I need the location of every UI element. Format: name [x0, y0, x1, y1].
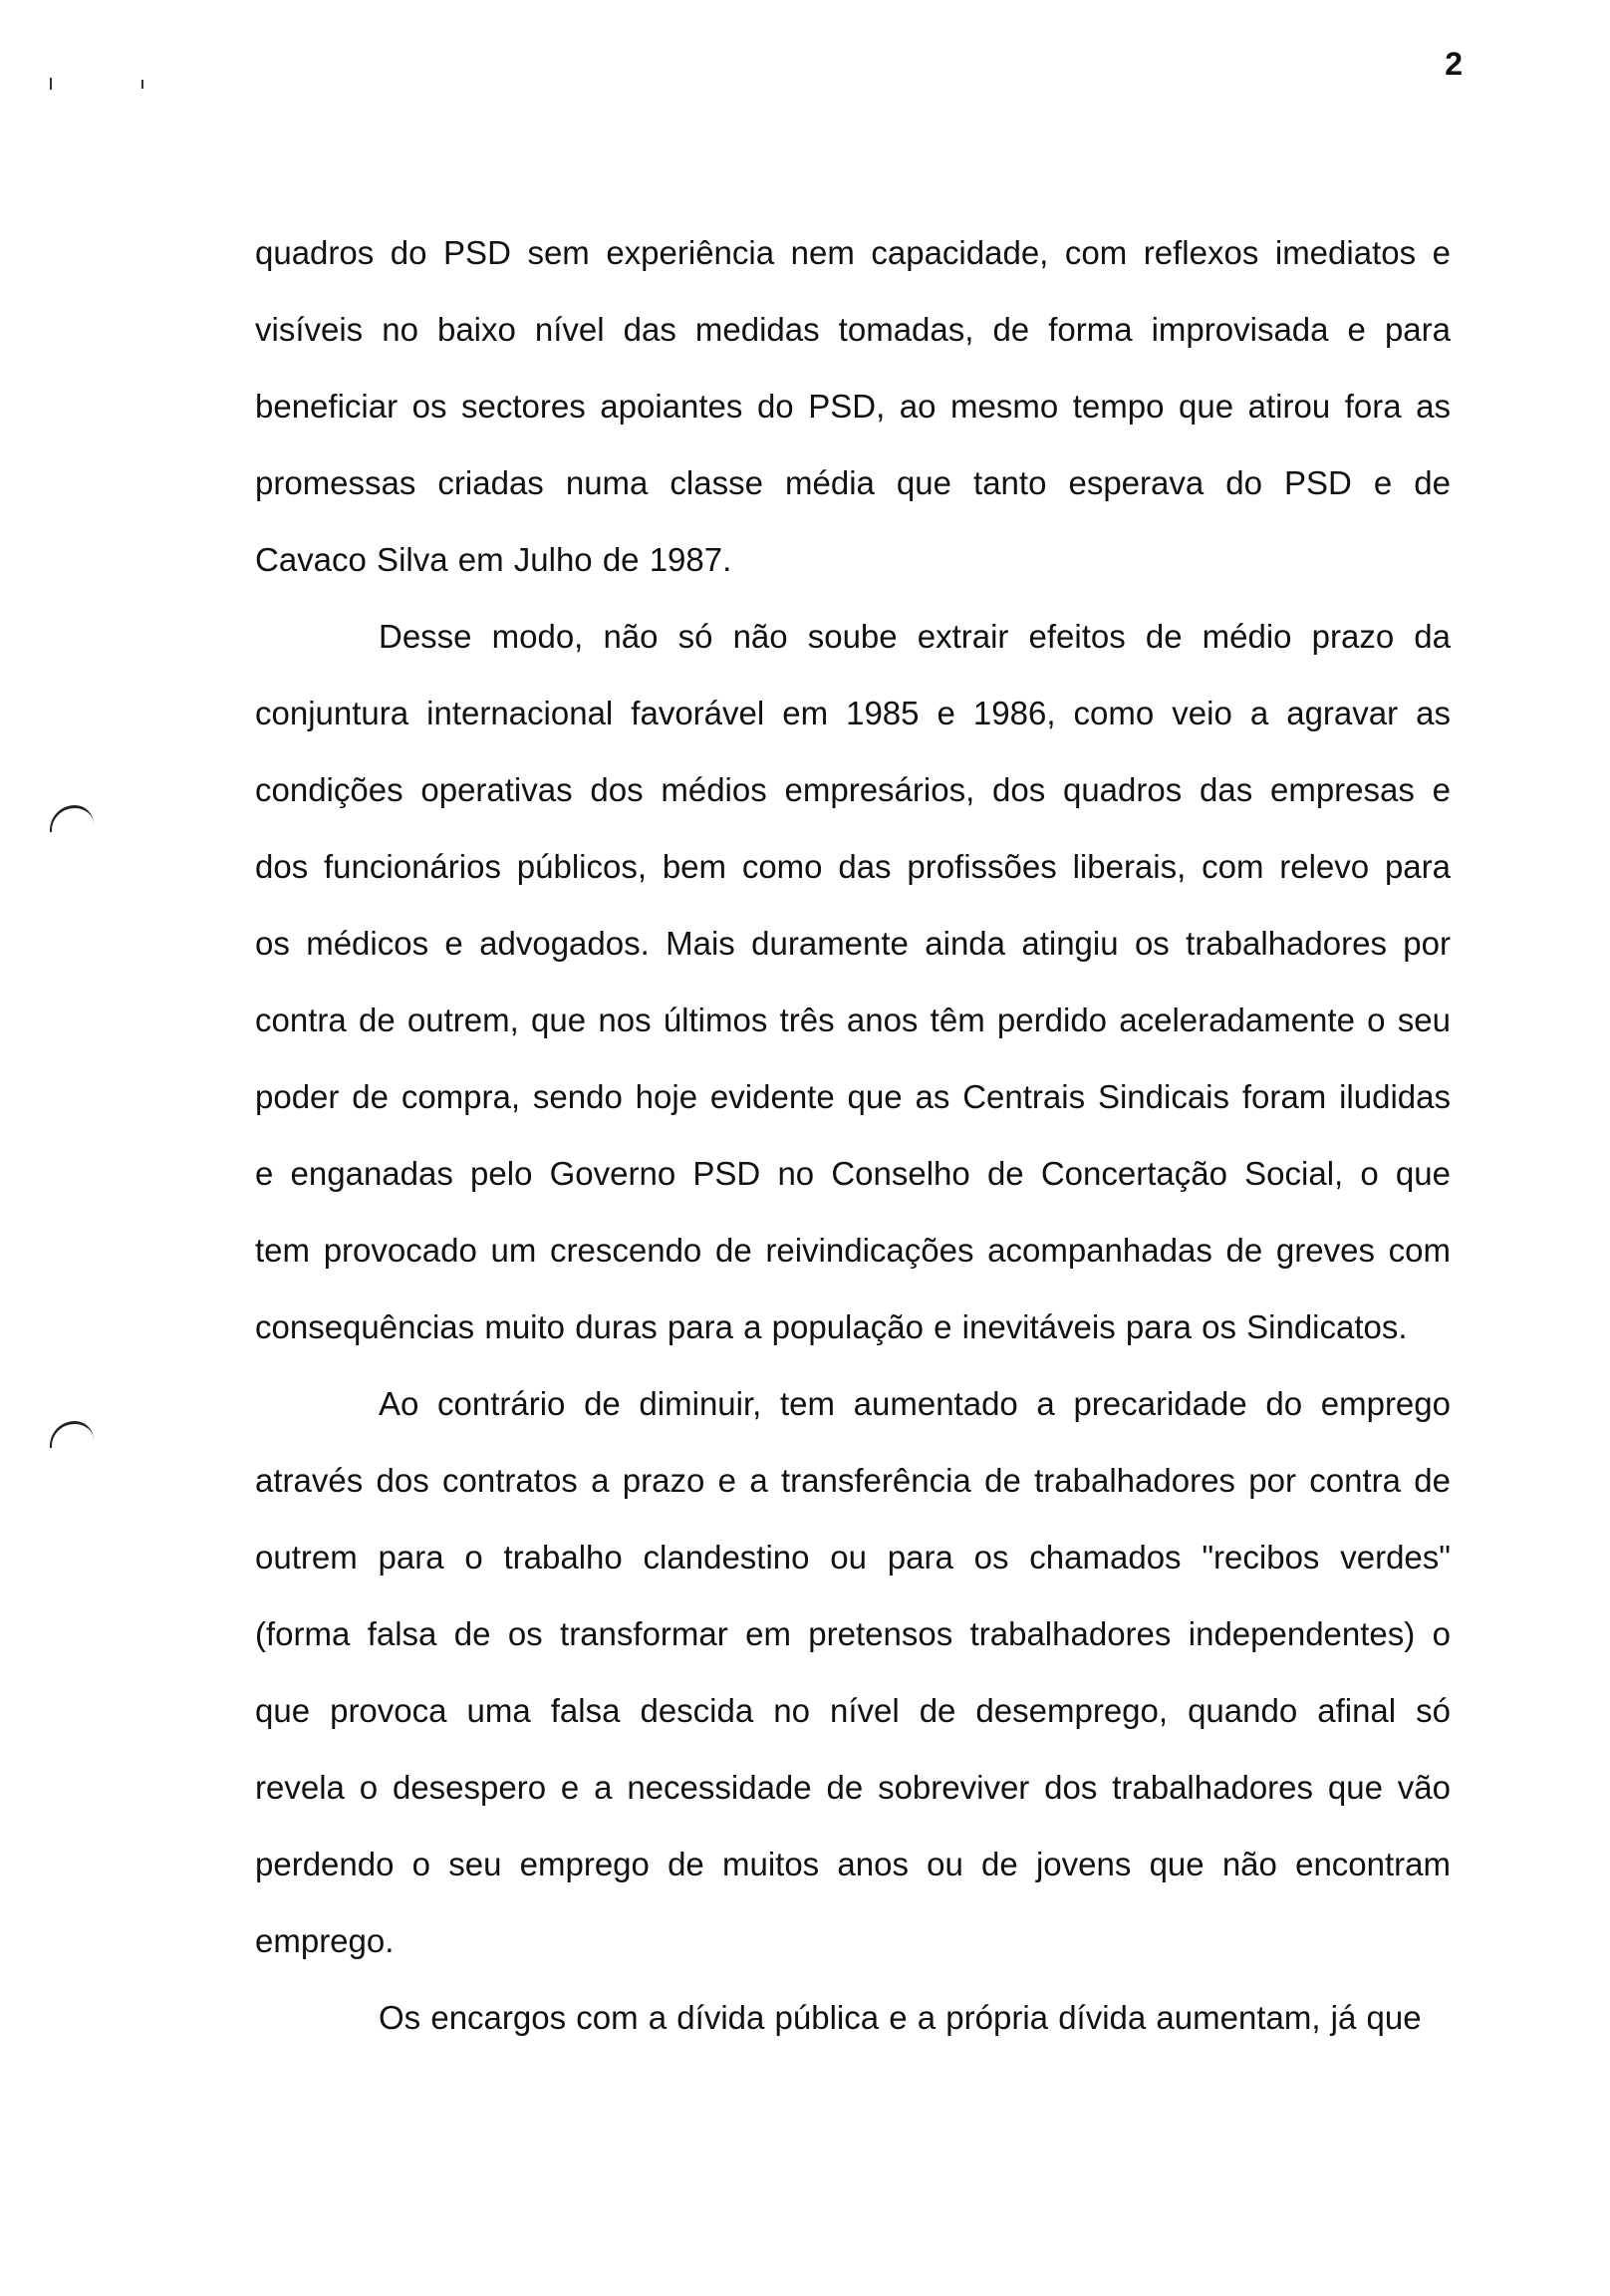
text-line: (forma falsa de os transformar em pretensos trabalhadores independentes) o: [255, 1615, 1451, 1652]
text-line: Desse modo, não só não soube extrair efeitos de médio prazo da: [379, 618, 1451, 655]
text-line: tem provocado um crescendo de reivindicações acompanhadas de greves com: [255, 1232, 1451, 1269]
text-line: e enganadas pelo Governo PSD no Conselho de Concertação Social, o que: [255, 1155, 1451, 1192]
text-line: emprego.: [255, 1922, 395, 1959]
text-line: através dos contratos a prazo e a transferência de trabalhadores por contra de: [255, 1462, 1451, 1499]
paragraph: [255, 1380, 1451, 1994]
text-line: visíveis no baixo nível das medidas tomadas, de forma improvisada e para: [255, 311, 1451, 348]
scan-mark: [50, 78, 52, 90]
punch-hole-mark: [50, 1421, 94, 1448]
text-line: beneficiar os sectores apoiantes do PSD, ao mesmo tempo que atirou fora as: [255, 388, 1451, 425]
text-line: promessas criadas numa classe média que tanto esperava do PSD e de: [255, 464, 1451, 501]
text-line: outrem para o trabalho clandestino ou para os chamados "recibos verdes": [255, 1539, 1451, 1576]
paragraph: [255, 229, 1451, 613]
text-line: Os encargos com a dívida pública e a própria dívida aumentam, já que: [379, 1999, 1422, 2036]
text-line: condições operativas dos médios empresários, dos quadros das empresas e: [255, 771, 1451, 808]
scan-mark: [141, 80, 143, 89]
text-line: Cavaco Silva em Julho de 1987.: [255, 541, 732, 578]
text-line: Ao contrário de diminuir, tem aumentado a precaridade do emprego: [379, 1385, 1451, 1422]
page-number: 2: [1445, 46, 1463, 82]
text-line: consequências muito duras para a população e inevitáveis para os Sindicatos.: [255, 1308, 1408, 1345]
paragraph: [255, 613, 1451, 1380]
text-line: poder de compra, sendo hoje evidente que as Centrais Sindicais foram iludidas: [255, 1078, 1451, 1115]
punch-hole-mark: [50, 805, 94, 832]
text-line: dos funcionários públicos, bem como das profissões liberais, com relevo para: [255, 848, 1451, 885]
text-line: que provoca uma falsa descida no nível de desemprego, quando afinal só: [255, 1692, 1451, 1729]
text-line: quadros do PSD sem experiência nem capacidade, com reflexos imediatos e: [255, 234, 1451, 271]
text-line: contra de outrem, que nos últimos três anos têm perdido aceleradamente o seu: [255, 1002, 1451, 1038]
text-line: os médicos e advogados. Mais duramente ainda atingiu os trabalhadores por: [255, 925, 1451, 962]
paragraph: [255, 1994, 1451, 2071]
document-body: [255, 229, 1451, 2071]
text-line: conjuntura internacional favorável em 1985 e 1986, como veio a agravar as: [255, 695, 1451, 731]
text-line: perdendo o seu emprego de muitos anos ou de jovens que não encontram: [255, 1846, 1451, 1882]
text-line: revela o desespero e a necessidade de sobreviver dos trabalhadores que vão: [255, 1769, 1451, 1806]
